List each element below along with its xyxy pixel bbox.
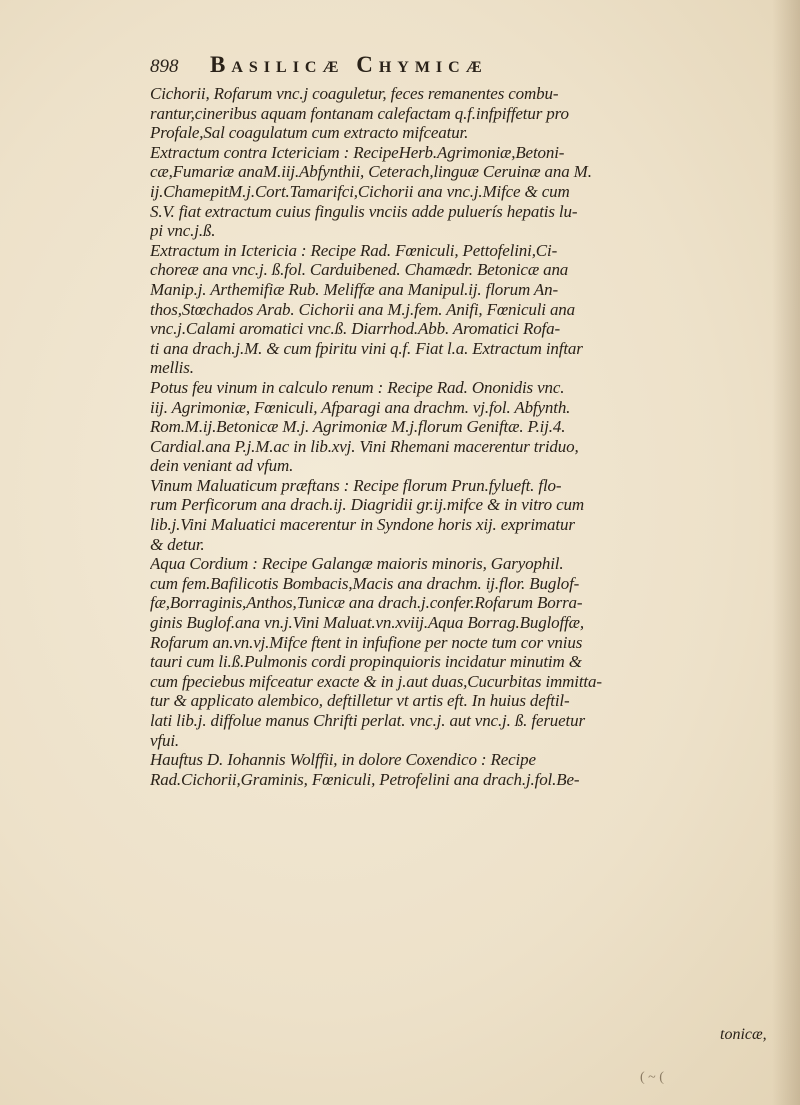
text-line: Profale,Sal coagulatum cum extracto mifceatur.	[150, 123, 469, 143]
text-line: tur & applicato alembico, deftilletur vt artis eft. In huius deftil-	[150, 691, 570, 711]
text-line: Cardial.ana P.j.M.ac in lib.xvj. Vini Rhemani macerentur triduo,	[150, 436, 579, 456]
catchword: tonicæ,	[720, 1026, 767, 1043]
text-line: tauri cum li.ß.Pulmonis cordi propinquioris incidatur minutim &	[150, 652, 582, 672]
text-line: cum fpeciebus mifceatur exacte & in j.aut duas,Cucurbitas immitta-	[150, 671, 602, 691]
page-header	[150, 48, 770, 82]
text-line: Potus feu vinum in calculo renum : Recipe Rad. Ononidis vnc.	[150, 377, 565, 397]
text-line: lib.j.Vini Maluatici macerentur in Syndone horis xij. exprimatur	[150, 515, 575, 535]
text-line: S.V. fiat extractum cuius fingulis vnciis adde puluerís hepatis lu-	[150, 201, 578, 221]
text-line: Rad.Cichorii,Graminis, Fœniculi, Petrofelini ana drach.j.fol.Be-	[150, 769, 580, 789]
text-line: iij. Agrimoniæ, Fœniculi, Afparagi ana drachm. vj.fol. Abfynth.	[150, 397, 571, 417]
text-line: Aqua Cordium : Recipe Galangæ maioris minoris, Garyophil.	[150, 554, 564, 574]
text-line: Rom.M.ij.Betonicæ M.j. Agrimoniæ M.j.florum Geniftæ. P.ij.4.	[150, 417, 566, 437]
text-line: vfui.	[150, 730, 179, 750]
text-line: Extractum in Ictericia : Recipe Rad. Fœniculi, Pettofelini,Ci-	[150, 240, 558, 260]
page-body	[150, 84, 790, 789]
text-line: Vinum Maluaticum præftans : Recipe florum Prun.fylueft. flo-	[150, 475, 562, 495]
text-line: ti ana drach.j.M. & cum fpiritu vini q.f. Fiat l.a. Extractum inftar	[150, 338, 583, 358]
text-line: Cichorii, Rofarum vnc.j coaguletur, feces remanentes combu-	[150, 84, 559, 103]
text-line: thos,Stœchados Arab. Cichorii ana M.j.fem. Anifi, Fœniculi ana	[150, 299, 575, 319]
text-line: ginis Buglof.ana vn.j.Vini Maluat.vn.xviij.Aqua Borrag.Bugloffæ,	[150, 613, 584, 633]
text-line: mellis.	[150, 358, 194, 378]
text-line: Manip.j. Arthemifiæ Rub. Meliffæ ana Manipul.ij. florum An-	[150, 279, 558, 299]
text-line: fæ,Borraginis,Anthos,Tunicæ ana drach.j.confer.Rofarum Borra-	[150, 593, 583, 613]
text-line: Hauftus D. Iohannis Wolffii, in dolore Coxendico : Recipe	[150, 750, 536, 770]
margin-marks: ( ~ (	[640, 1070, 664, 1085]
text-line: cæ,Fumariæ anaM.iij.Abfynthii, Ceterach,linguæ Ceruinæ ana M.	[150, 162, 592, 182]
text-line: Rofarum an.vn.vj.Mifce ftent in infufione per nocte tum cor vnius	[150, 632, 583, 652]
text-line: dein veniant ad vfum.	[150, 456, 294, 476]
text-line: choreæ ana vnc.j. ß.fol. Carduibened. Chamædr. Betonicæ ana	[150, 260, 569, 280]
page-number: 898	[150, 56, 179, 77]
text-line: rum Perficorum ana drach.ij. Diagridii gr.ij.mifce & in vitro cum	[150, 495, 584, 515]
text-line: ij.ChamepitM.j.Cort.Tamarifci,Cichorii ana vnc.j.Mifce & cum	[150, 181, 570, 201]
text-line: lati lib.j. diffolue manus Chrifti perlat. vnc.j. aut vnc.j. ß. feruetur	[150, 711, 585, 730]
text-line: pi vnc.j.ß.	[150, 221, 216, 241]
text-line: & detur.	[150, 534, 205, 554]
running-title: Basilicæ Chymicæ	[210, 52, 488, 77]
text-line: Extractum contra Ictericiam : RecipeHerb.Agrimoniæ,Betoni-	[150, 142, 565, 162]
text-line: vnc.j.Calami aromatici vnc.ß. Diarrhod.Abb. Aromatici Rofa-	[150, 319, 560, 339]
text-line: cum fem.Bafilicotis Bombacis,Macis ana drachm. ij.flor. Buglof-	[150, 573, 580, 593]
text-line: rantur,cineribus aquam fontanam calefactam q.f.infpiffetur pro	[150, 103, 569, 123]
